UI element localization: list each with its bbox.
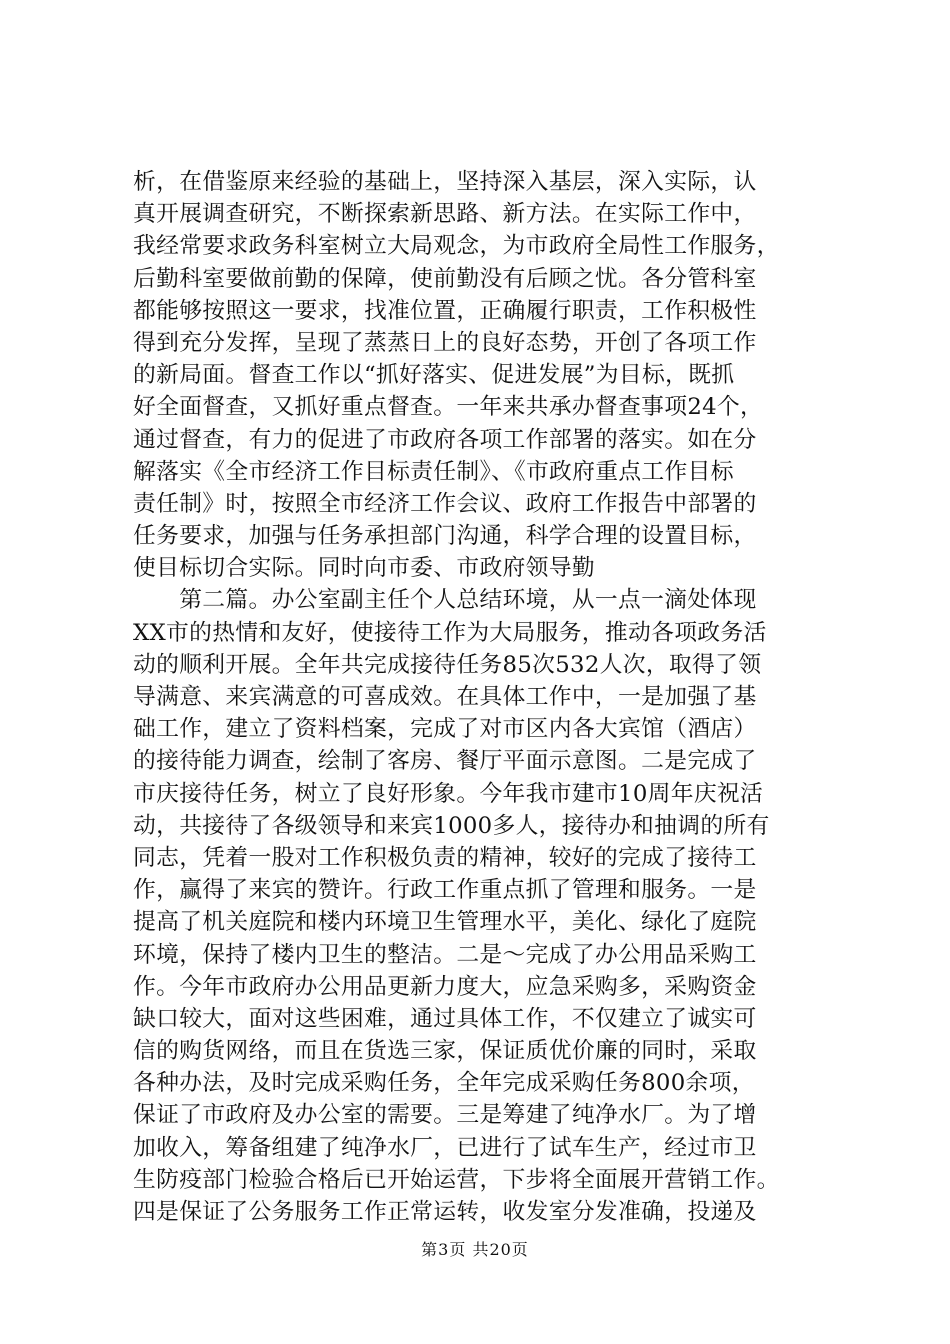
text-line: 动的顺利开展。全年共完成接待任务85次532人次，取得了领 <box>133 651 762 678</box>
text-line: 提高了机关庭院和楼内环境卫生管理水平，美化、绿化了庭院 <box>133 909 757 936</box>
text-line: 真开展调查研究，不断探索新思路、新方法。在实际工作中， <box>133 201 757 228</box>
text-line: 市庆接待任务，树立了良好形象。今年我市建市10周年庆祝活 <box>133 780 764 807</box>
text-line: 使目标切合实际。同时向市委、市政府领导勤 <box>133 555 595 582</box>
text-line: 缺口较大，面对这些困难，通过具体工作，不仅建立了诚实可 <box>133 1005 757 1032</box>
text-line: 作，赢得了来宾的赞许。行政工作重点抓了管理和服务。一是 <box>133 877 757 904</box>
paragraph-start-line: 第二篇。办公室副主任个人总结环境，从一点一滴处体现 <box>133 587 757 614</box>
text-line: 保证了市政府及办公室的需要。三是筹建了纯净水厂。为了增 <box>133 1102 757 1129</box>
page-number-footer: 第3页 共20页 <box>421 1240 529 1259</box>
text-line: 生防疫部门检验合格后已开始运营，下步将全面展开营销工作。 <box>133 1166 780 1193</box>
text-line: 四是保证了公务服务工作正常运转，收发室分发准确，投递及 <box>133 1199 757 1225</box>
text-line: 础工作，建立了资料档案，完成了对市区内各大宾馆（酒店） <box>133 716 757 743</box>
text-line: 信的购货网络，而且在货选三家，保证质优价廉的同时，采取 <box>133 1038 757 1065</box>
text-line: 环境，保持了楼内卫生的整洁。二是～完成了办公用品采购工 <box>133 941 757 968</box>
text-line: 的新局面。督查工作以“抓好落实、促进发展”为目标，既抓 <box>133 362 735 389</box>
text-line: 得到充分发挥，呈现了蒸蒸日上的良好态势，开创了各项工作 <box>133 329 757 356</box>
text-line: 好全面督查，又抓好重点督查。一年来共承办督查事项24个， <box>133 394 764 421</box>
text-line: 任务要求，加强与任务承担部门沟通，科学合理的设置目标， <box>133 523 757 550</box>
text-line: XX市的热情和友好，使接待工作为大局服务，推动各项政务活 <box>133 619 767 646</box>
text-line: 我经常要求政务科室树立大局观念，为市政府全局性工作服务， <box>133 233 780 260</box>
text-line: 导满意、来宾满意的可喜成效。在具体工作中，一是加强了基 <box>133 684 757 710</box>
text-line: 动，共接待了各级领导和来宾1000多人，接待办和抽调的所有 <box>133 812 770 839</box>
text-line: 作。今年市政府办公用品更新力度大，应急采购多，采购资金 <box>133 973 757 1000</box>
text-line: 同志，凭着一股对工作积极负责的精神，较好的完成了接待工 <box>133 844 757 871</box>
text-line: 加收入，筹备组建了纯净水厂，已进行了试车生产，经过市卫 <box>133 1134 757 1161</box>
text-line: 解落实《全市经济工作目标责任制》、《市政府重点工作目标 <box>133 458 734 485</box>
text-line: 都能够按照这一要求，找准位置，正确履行职责，工作积极性 <box>133 297 757 324</box>
text-line: 的接待能力调查，绘制了客房、餐厅平面示意图。二是完成了 <box>133 748 757 775</box>
text-line: 通过督查，有力的促进了市政府各项工作部署的落实。如在分 <box>133 426 757 453</box>
text-line: 责任制》时，按照全市经济工作会议、政府工作报告中部署的 <box>133 490 757 517</box>
text-line: 各种办法，及时完成采购任务，全年完成采购任务800余项， <box>133 1070 755 1097</box>
body-text <box>133 166 833 1228</box>
text-line: 后勤科室要做前勤的保障，使前勤没有后顾之忧。各分管科室 <box>133 265 757 292</box>
text-line: 析，在借鉴原来经验的基础上，坚持深入基层，深入实际，认 <box>133 169 757 195</box>
